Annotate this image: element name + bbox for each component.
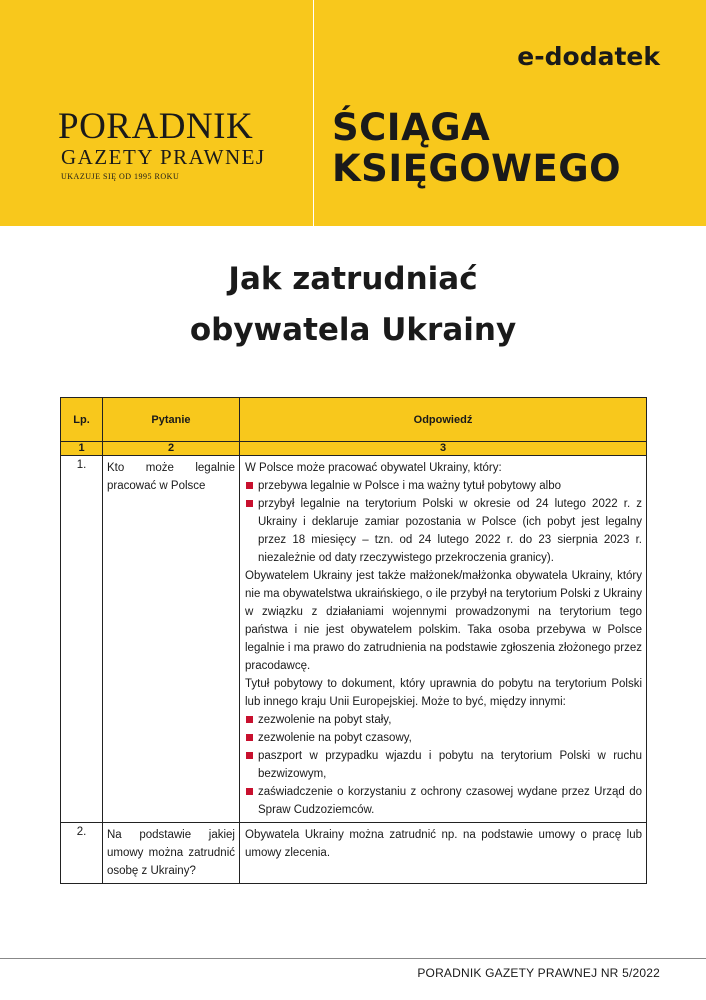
logo-tagline: UKAZUJE SIĘ OD 1995 ROKU [61,172,180,181]
logo-line-2: GAZETY PRAWNEJ [61,145,266,169]
list-item: zaświadczenie o korzystaniu z ochrony czasowej wydane przez Urząd do Spraw Cudzoziemców. [245,783,642,819]
page-title-line-1: Jak zatrudniać [228,261,478,297]
banner-divider [313,0,314,226]
header-answer: Odpowiedź [240,398,647,442]
list-item: przebywa legalnie w Polsce i ma ważny tytuł pobytowy albo [245,477,642,495]
answer-paragraph: Obywatelem Ukrainy jest także małżonek/małżonka obywatela Ukrainy, który nie ma obywatelstwa ukraińskiego, o ile przybył na terytorium Polski z Ukrainy w związku z działaniami wojennymi prowadzonymi na terytorium tego państwa i nie jest obywatelem polskim. Taka osoba przebywa w Polsce legalnie i ma prawo do zatrudnienia na podstawie zgłoszenia złożonego przez pracodawcę. [245,570,642,672]
column-number: 2 [103,442,240,456]
series-title-line-2: KSIĘGOWEGO [332,147,622,190]
list-item: przybył legalnie na terytorium Polski w okresie od 24 lutego 2022 r. z Ukrainy i deklaruje zamiar pozostania w Polsce (ich pobyt jest legalny przez 18 miesięcy – tzn. od 24 lutego 2022 r. do 23 sierpnia 2023 r. niezależnie od daty rzeczywistego przekroczenia granicy). [245,495,642,567]
row-number: 1. [61,456,103,823]
header-question: Pytanie [103,398,240,442]
row-number: 2. [61,823,103,884]
footer-text: PORADNIK GAZETY PRAWNEJ NR 5/2022 [417,966,660,980]
series-title-line-1: ŚCIĄGA [332,106,491,149]
list-item: zezwolenie na pobyt czasowy, [245,729,642,747]
answer-list [245,477,642,567]
table-row [61,823,647,884]
column-number: 3 [240,442,647,456]
list-item: zezwolenie na pobyt stały, [245,711,642,729]
answer-list [245,711,642,819]
answer-paragraph: Obywatela Ukrainy można zatrudnić np. na podstawie umowy o pracę lub umowy zlecenia. [245,829,642,859]
column-number: 1 [61,442,103,456]
header-banner [0,0,706,226]
series-title [332,107,621,189]
answer-intro: W Polsce może pracować obywatel Ukrainy, który: [245,462,502,474]
page-title [0,254,706,356]
column-number-row [61,442,647,456]
list-item: paszport w przypadku wjazdu i pobytu na terytorium Polski w ruchu bezwizowym, [245,747,642,783]
footer-divider [0,958,706,959]
answer-cell [240,456,647,823]
answer-paragraph: Tytuł pobytowy to dokument, który uprawnia do pobytu na terytorium Polski lub innego kraju Unii Europejskiej. Może to być, między innymi: [245,678,642,708]
publication-logo [58,108,298,181]
page-title-line-2: obywatela Ukrainy [189,312,517,348]
logo-line-1: PORADNIK [58,106,254,147]
table-header-row [61,398,647,442]
edition-label: e-dodatek [517,42,660,71]
question-cell: Kto może legalnie pracować w Polsce [103,456,240,823]
question-cell: Na podstawie jakiej umowy można zatrudnić osobę z Ukrainy? [103,823,240,884]
answer-cell [240,823,647,884]
table-row [61,456,647,823]
header-lp: Lp. [61,398,103,442]
qa-table [60,397,647,884]
